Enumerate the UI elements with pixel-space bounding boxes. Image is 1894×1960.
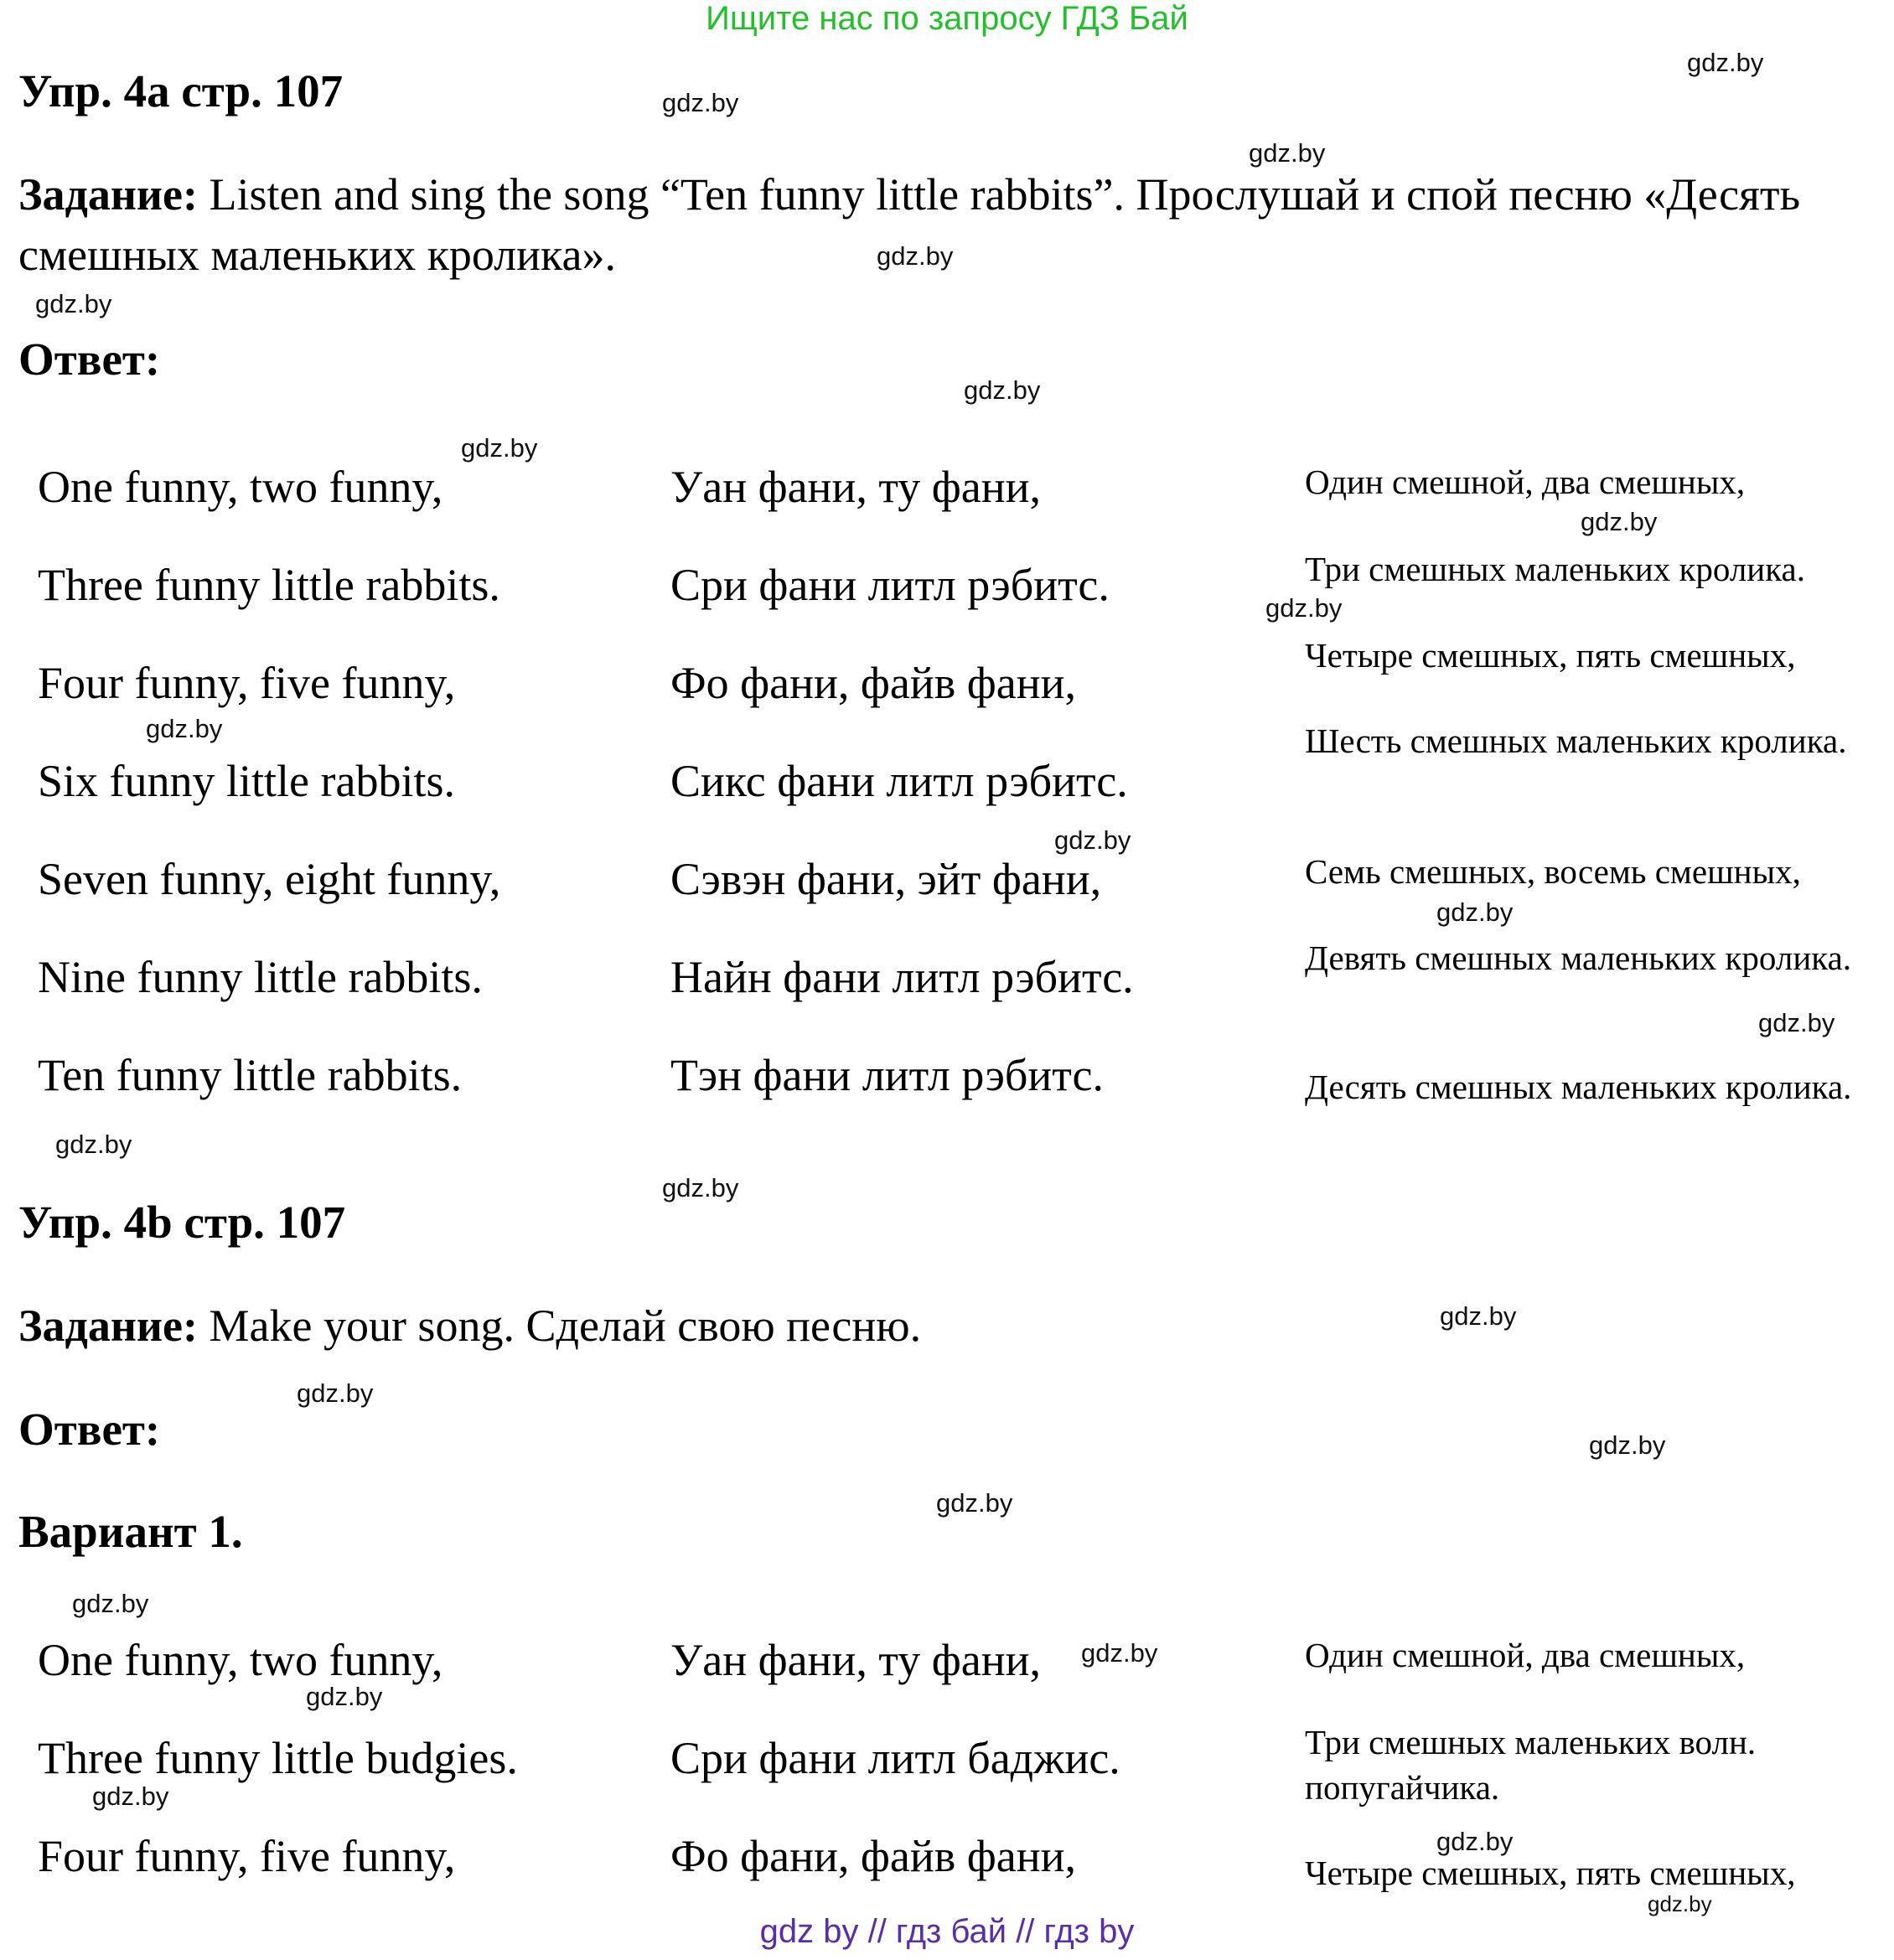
- song-line-en: Three funny little budgies.: [38, 1733, 518, 1783]
- song-line-en: Seven funny, eight funny,: [38, 854, 501, 904]
- song-line-en: Nine funny little rabbits.: [38, 952, 483, 1002]
- watermark: gdz.by: [1436, 897, 1514, 927]
- song-line-ru: Один смешной, два смешных,: [1305, 463, 1746, 501]
- song-line-en: One funny, two funny,: [38, 462, 443, 512]
- song-line-translit: Уан фани, ту фани,: [670, 1635, 1041, 1685]
- watermark: gdz.by: [662, 88, 739, 117]
- song-line-translit: Фо фани, файв фани,: [670, 1831, 1077, 1881]
- watermark: gdz.by: [1589, 1430, 1666, 1460]
- watermark: gdz.by: [1265, 593, 1343, 623]
- watermark: gdz.by: [1081, 1638, 1158, 1668]
- song-line-en: Three funny little rabbits.: [38, 560, 500, 610]
- song-line-translit: Сикс фани литл рэбитс.: [670, 756, 1128, 806]
- song-line-translit: Сри фани литл рэбитс.: [670, 560, 1110, 610]
- song-line-en: Four funny, five funny,: [38, 658, 456, 708]
- exercise-4b-task: [18, 1295, 1879, 1356]
- task-text: Listen and sing the song “Ten funny little rabbits”. Прослушай и спой песню «Десять смешных маленьких кролика».: [18, 169, 1801, 280]
- watermark: gdz.by: [1687, 48, 1764, 77]
- watermark: gdz.by: [1436, 1827, 1514, 1856]
- song-line-en: Six funny little rabbits.: [38, 756, 455, 806]
- song-line-ru: Девять смешных маленьких кролика.: [1305, 939, 1852, 977]
- song-line-en: One funny, two funny,: [38, 1635, 443, 1685]
- song-line-translit: Фо фани, файв фани,: [670, 658, 1077, 708]
- watermark: gdz.by: [936, 1488, 1013, 1518]
- song-line-ru: Четыре смешных, пять смешных,: [1305, 636, 1796, 675]
- watermark: gdz.by: [461, 433, 538, 463]
- watermark: gdz.by: [35, 289, 112, 318]
- task-label: Задание:: [18, 169, 198, 220]
- song-line-ru: Три смешных маленьких кролика.: [1305, 550, 1805, 588]
- song-line-en: Ten funny little rabbits.: [38, 1050, 463, 1100]
- song-line-ru: Шесть смешных маленьких кролика.: [1305, 721, 1847, 760]
- exercise-4b-heading: Упр. 4b стр. 107: [18, 1197, 346, 1248]
- watermark: gdz.by: [1249, 138, 1326, 168]
- song-line-translit: Сри фани литл баджис.: [670, 1733, 1120, 1783]
- exercise-4a-heading: Упр. 4а стр. 107: [18, 65, 344, 116]
- watermark: gdz.by: [1758, 1008, 1835, 1037]
- watermark: gdz.by: [72, 1589, 149, 1618]
- song-line-translit: Уан фани, ту фани,: [670, 462, 1041, 512]
- song-line-translit: Найн фани литл рэбитс.: [670, 952, 1134, 1002]
- song-line-ru: Один смешной, два смешных,: [1305, 1636, 1746, 1674]
- watermark: gdz.by: [1440, 1301, 1517, 1331]
- song-line-en: Four funny, five funny,: [38, 1831, 456, 1881]
- task-text: Make your song. Сделай свою песню.: [209, 1301, 922, 1351]
- variant-label: Вариант 1.: [18, 1506, 243, 1557]
- song-line-ru: Четыре смешных, пять смешных,: [1305, 1854, 1796, 1892]
- task-label: Задание:: [18, 1301, 198, 1351]
- watermark: gdz.by: [306, 1682, 383, 1711]
- watermark: gdz.by: [297, 1378, 374, 1408]
- exercise-4b-answer-label: Ответ:: [18, 1404, 161, 1455]
- watermark: gdz.by: [662, 1173, 739, 1202]
- watermark: gdz.by: [1648, 1891, 1712, 1916]
- top-banner: Ищите нас по запросу ГДЗ Бай: [706, 0, 1188, 37]
- exercise-4a-answer-label: Ответ:: [18, 334, 161, 385]
- song-line-ru: Десять смешных маленьких кролика.: [1305, 1068, 1852, 1106]
- watermark: gdz.by: [1581, 507, 1658, 536]
- watermark: gdz.by: [92, 1782, 169, 1811]
- watermark: gdz.by: [964, 375, 1041, 405]
- song-line-ru: Семь смешных, восемь смешных,: [1305, 852, 1801, 891]
- song-line-translit: Сэвэн фани, эйт фани,: [670, 854, 1102, 904]
- watermark: gdz.by: [55, 1130, 132, 1159]
- song-line-ru: Три смешных маленьких волн. попугайчика.: [1305, 1723, 1757, 1807]
- watermark: gdz.by: [877, 241, 954, 271]
- footer-links[interactable]: gdz by // гдз бай // гдз by: [759, 1913, 1135, 1950]
- watermark: gdz.by: [1054, 825, 1131, 855]
- song-line-translit: Тэн фани литл рэбитс.: [670, 1050, 1104, 1100]
- watermark: gdz.by: [146, 714, 223, 743]
